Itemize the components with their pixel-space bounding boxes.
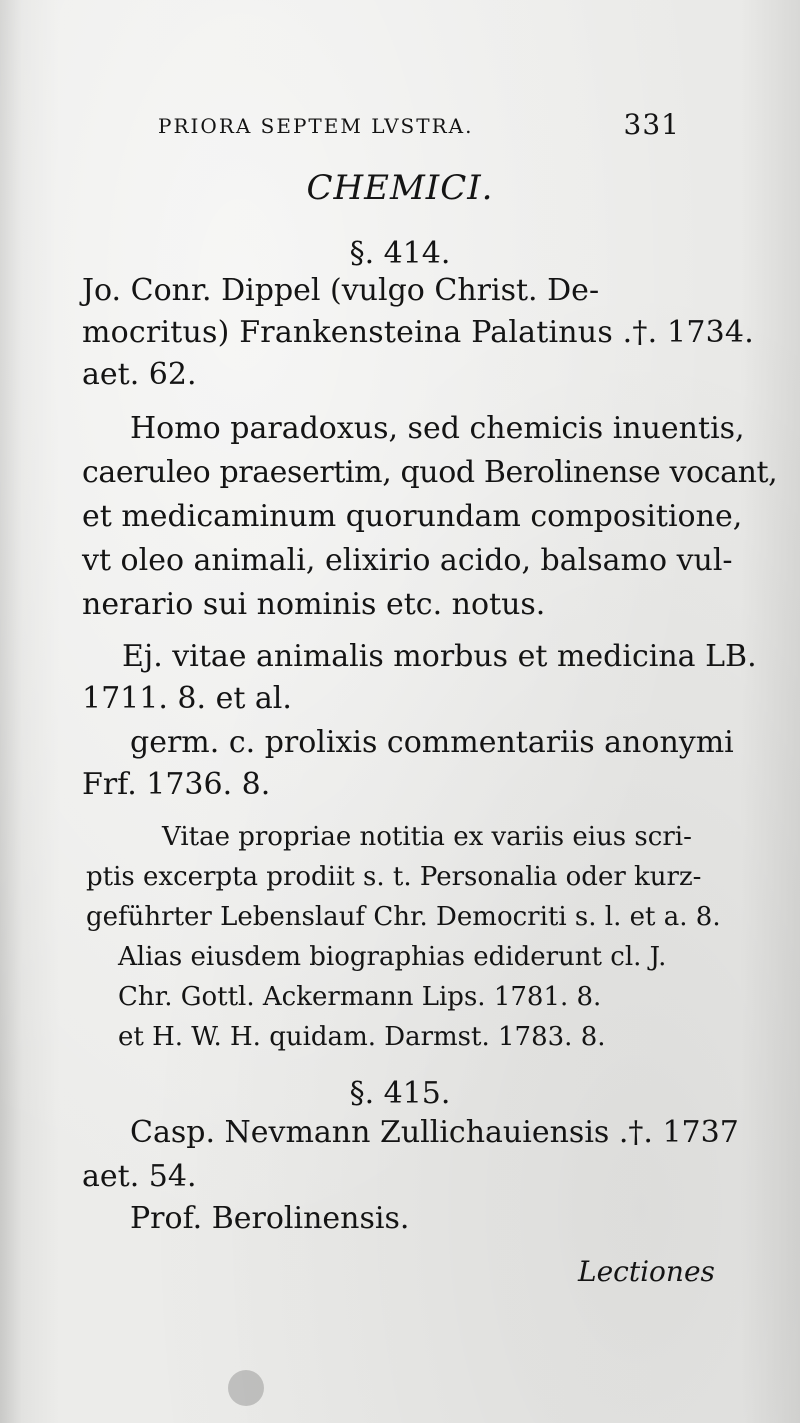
section-title: CHEMICI.: [306, 168, 494, 208]
description-line: nerario sui nominis etc. notus.: [82, 587, 546, 622]
entry-head-line: Jo. Conr. Dippel (vulgo Christ. De-: [82, 273, 600, 308]
note-line: Alias eiusdem biographias ediderunt cl. J.: [118, 942, 667, 972]
paragraph-number: §. 414.: [349, 236, 451, 271]
entry-head-line: aet. 62.: [82, 357, 197, 392]
entry-head-line: aet. 54.: [82, 1159, 197, 1194]
note-line: et H. W. H. quidam. Darmst. 1783. 8.: [118, 1022, 606, 1052]
description-line: caeruleo praesertim, quod Berolinense vocant,: [82, 455, 778, 490]
entry-head-line: mocritus) Frankensteina Palatinus .†. 1734.: [82, 315, 754, 350]
running-title: PRIORA SEPTEM LVSTRA.: [158, 114, 474, 138]
note-line: Chr. Gottl. Ackermann Lips. 1781. 8.: [118, 982, 602, 1012]
entry-head-line: Casp. Nevmann Zullichauiensis .†. 1737: [130, 1115, 739, 1150]
note-line: Vitae propriae notitia ex variis eius scri-: [162, 822, 692, 852]
description-line: vt oleo animali, elixirio acido, balsamo vul-: [82, 543, 733, 578]
works-line: 1711. 8. et al.: [82, 681, 292, 716]
works-line: Frf. 1736. 8.: [82, 767, 271, 802]
works-line: Ej. vitae animalis morbus et medicina LB.: [122, 639, 757, 674]
description-line: Homo paradoxus, sed chemicis inuentis,: [130, 411, 745, 446]
note-line: ptis excerpta prodiit s. t. Personalia oder kurz-: [86, 862, 702, 892]
catchword: Lectiones: [578, 1255, 715, 1288]
description-line: Prof. Berolinensis.: [130, 1201, 410, 1236]
note-line: geführter Lebenslauf Chr. Democriti s. l. et a. 8.: [86, 902, 721, 932]
page-number: 331: [623, 108, 680, 141]
works-line: germ. c. prolixis commentariis anonymi: [130, 725, 734, 760]
description-line: et medicaminum quorundam compositione,: [82, 499, 743, 534]
paragraph-number: §. 415.: [349, 1076, 451, 1111]
ink-smudge: [228, 1370, 264, 1406]
